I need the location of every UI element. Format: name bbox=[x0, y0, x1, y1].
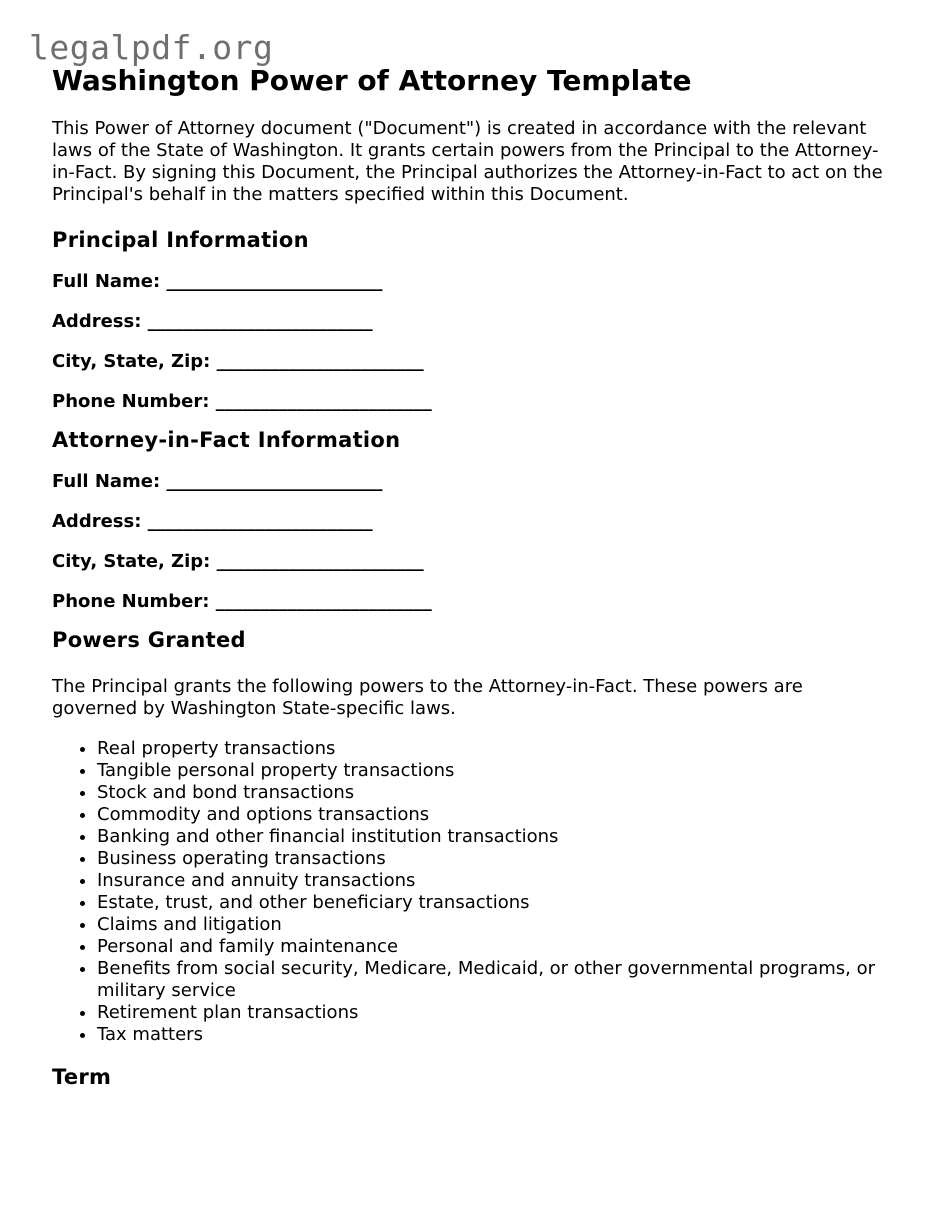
attorney-full-name-field: Full Name: ________________________ bbox=[52, 471, 383, 492]
site-watermark: legalpdf.org bbox=[29, 28, 274, 67]
principal-city-state-zip-field: City, State, Zip: _______________________ bbox=[52, 351, 424, 372]
principal-heading: Principal Information bbox=[52, 228, 309, 252]
list-item: • Tangible personal property transactions bbox=[97, 760, 892, 782]
document-title: Washington Power of Attorney Template bbox=[52, 64, 692, 97]
document-body bbox=[52, 62, 892, 1091]
list-item: • Claims and litigation bbox=[97, 914, 892, 936]
attorney-heading: Attorney-in-Fact Information bbox=[52, 428, 401, 452]
powers-heading: Powers Granted bbox=[52, 628, 246, 652]
intro-paragraph: This Power of Attorney document ("Document") is created in accordance with the relevant laws of the State of Washington. It grants certain powers from the Principal to the Attorney-in-Fact. By signing this Document, the Principal authorizes the Attorney-in-Fact to act on the Principal's behalf in the matters specified within this Document. bbox=[52, 118, 883, 205]
attorney-address-field: Address: _________________________ bbox=[52, 511, 373, 532]
list-item: • Retirement plan transactions bbox=[97, 1002, 892, 1024]
list-item: • Real property transactions bbox=[97, 738, 892, 760]
attorney-city-state-zip-field: City, State, Zip: _______________________ bbox=[52, 551, 424, 572]
list-item: • Estate, trust, and other beneficiary transactions bbox=[97, 892, 892, 914]
list-item: • Stock and bond transactions bbox=[97, 782, 892, 804]
list-item: • Benefits from social security, Medicare, Medicaid, or other governmental programs, or military service bbox=[97, 958, 892, 1002]
powers-intro-paragraph: The Principal grants the following powers to the Attorney-in-Fact. These powers are governed by Washington State-specific laws. bbox=[52, 676, 803, 719]
list-item: • Business operating transactions bbox=[97, 848, 892, 870]
list-item: • Personal and family maintenance bbox=[97, 936, 892, 958]
list-item: • Insurance and annuity transactions bbox=[97, 870, 892, 892]
principal-phone-field: Phone Number: ________________________ bbox=[52, 391, 432, 412]
principal-full-name-field: Full Name: ________________________ bbox=[52, 271, 383, 292]
list-item: • Banking and other financial institution transactions bbox=[97, 826, 892, 848]
term-heading: Term bbox=[52, 1065, 112, 1089]
powers-list bbox=[52, 738, 892, 1046]
principal-address-field: Address: _________________________ bbox=[52, 311, 373, 332]
attorney-phone-field: Phone Number: ________________________ bbox=[52, 591, 432, 612]
list-item: • Tax matters bbox=[97, 1024, 892, 1046]
list-item: • Commodity and options transactions bbox=[97, 804, 892, 826]
